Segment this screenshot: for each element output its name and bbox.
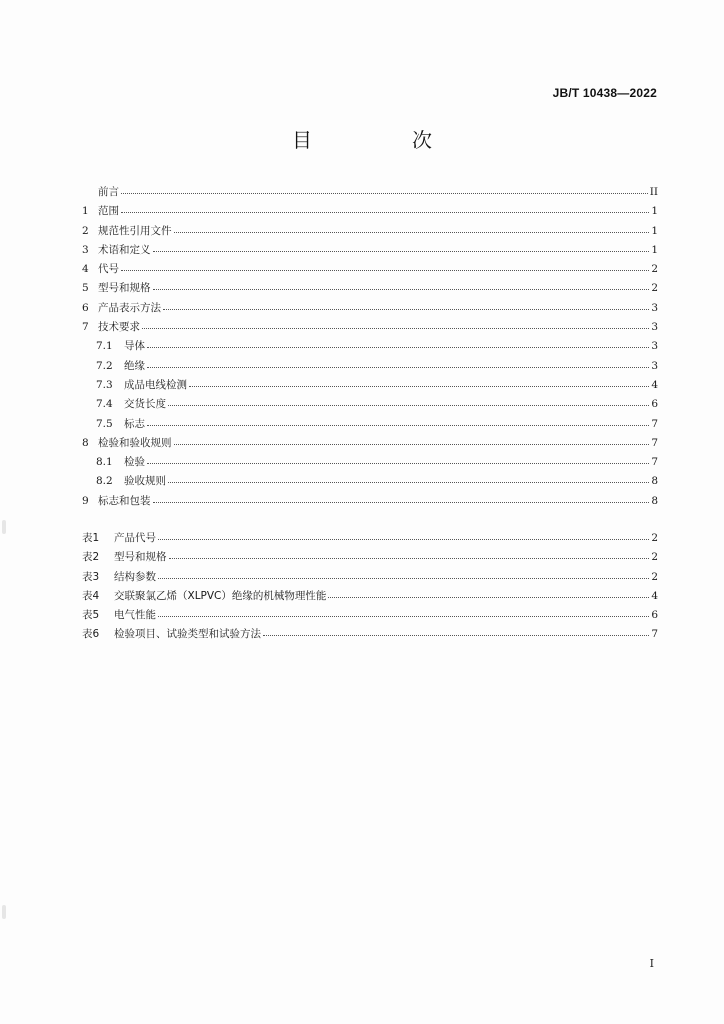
toc-entry[interactable] [82,568,658,587]
dot-leader [169,548,650,559]
entry-title: 导体 [124,340,145,353]
toc-entry[interactable] [82,548,658,567]
entry-title: 检验 [124,456,145,469]
entry-page-number: II [649,186,658,198]
dot-leader [147,337,649,348]
entry-title: 产品代号 [114,532,156,544]
entry-number: 表1 [82,532,100,544]
entry-page-number: 3 [651,340,658,353]
toc-entry[interactable] [82,318,658,337]
toc-entry[interactable] [82,472,658,491]
dot-leader [328,587,649,598]
dot-leader [158,529,649,540]
page-number: I [649,957,654,970]
entry-page-number: 2 [651,263,658,276]
entry-title: 检验和验收规则 [98,436,172,449]
entry-title: 成品电线检测 [124,378,187,391]
entry-number: 8.2 [96,475,113,488]
entry-number: 表4 [82,589,100,602]
entry-number: 9 [82,494,89,507]
toc-entry[interactable] [82,241,658,260]
entry-title: 电气性能 [114,609,156,622]
entry-number: 3 [82,243,89,256]
entry-title: 结构参数 [114,570,156,583]
entry-title: 标志 [124,417,145,430]
entry-page-number: 6 [651,398,658,411]
entry-page-number: 3 [651,301,658,314]
standard-code: JB/T 10438—2022 [552,86,657,100]
dot-leader [163,299,649,310]
toc-entry[interactable] [82,202,658,221]
toc-entry[interactable] [82,337,658,356]
dot-leader [121,260,649,271]
entry-number: 7 [82,321,89,334]
entry-title: 交联聚氯乙烯（XLPVC）绝缘的机械物理性能 [114,589,327,602]
entry-number: 5 [82,282,89,295]
entry-number: 4 [82,263,89,276]
entry-page-number: 1 [651,205,658,218]
dot-leader [142,318,649,329]
entry-number: 7.2 [96,359,113,372]
toc-entry[interactable] [82,357,658,376]
list-of-tables [82,529,658,645]
toc-entry[interactable] [82,222,658,241]
scan-artifact [2,520,6,534]
toc-entry[interactable] [82,299,658,318]
toc-entry[interactable] [82,492,658,511]
table-of-contents [82,183,658,511]
entry-number: 8.1 [96,456,113,469]
toc-entry[interactable] [82,183,658,202]
entry-title: 绝缘 [124,359,145,372]
entry-page-number: 7 [651,628,658,641]
dot-leader [153,279,650,290]
entry-page-number: 7 [651,436,658,449]
entry-title: 型号和规格 [98,282,151,295]
dot-leader [174,222,650,233]
toc-entry[interactable] [82,606,658,625]
entry-title: 前言 [98,186,119,198]
dot-leader [189,376,649,387]
entry-title: 型号和规格 [114,551,167,564]
entry-page-number: 7 [651,456,658,469]
dot-leader [147,453,649,464]
entry-page-number: 2 [651,551,658,564]
dot-leader [158,568,649,579]
toc-entry[interactable] [82,434,658,453]
entry-page-number: 2 [651,532,658,544]
dot-leader [263,625,649,636]
entry-title: 术语和定义 [98,243,151,256]
toc-entry[interactable] [82,625,658,644]
entry-number: 表6 [82,628,100,641]
entry-page-number: 3 [651,321,658,334]
entry-number: 8 [82,436,89,449]
dot-leader [147,415,649,426]
entry-page-number: 3 [651,359,658,372]
dot-leader [174,434,650,445]
entry-number: 7.5 [96,417,113,430]
entry-title: 检验项目、试验类型和试验方法 [114,628,261,641]
entry-page-number: 1 [651,224,658,237]
entry-title: 交货长度 [124,398,166,411]
entry-page-number: 6 [651,609,658,622]
dot-leader [121,202,649,213]
toc-entry[interactable] [82,529,658,548]
entry-title: 产品表示方法 [98,301,161,314]
entry-page-number: 8 [651,494,658,507]
entry-number: 表2 [82,551,100,564]
entry-number: 2 [82,224,89,237]
entry-page-number: 2 [651,282,658,295]
entry-page-number: 4 [651,378,658,391]
entry-page-number: 7 [651,417,658,430]
entry-title: 标志和包装 [98,494,151,507]
entry-title: 技术要求 [98,321,140,334]
scan-artifact [2,905,6,919]
entry-title: 规范性引用文件 [98,224,172,237]
entry-number: 表3 [82,570,100,583]
entry-number: 7.4 [96,398,113,411]
entry-number: 表5 [82,609,100,622]
dot-leader [158,606,649,617]
entry-number: 6 [82,301,89,314]
toc-entry[interactable] [82,376,658,395]
dot-leader [153,241,650,252]
entry-page-number: 4 [651,589,658,602]
entry-title: 验收规则 [124,475,166,488]
dot-leader [147,357,649,368]
toc-entry[interactable] [82,260,658,279]
toc-entry[interactable] [82,453,658,472]
entry-number: 7.1 [96,340,113,353]
entry-number: 1 [82,205,89,218]
page-title: 目 次 [292,128,472,152]
toc-entry[interactable] [82,415,658,434]
toc-entry[interactable] [82,395,658,414]
entry-page-number: 2 [651,570,658,583]
dot-leader [168,395,649,406]
toc-entry[interactable] [82,587,658,606]
dot-leader [121,183,648,194]
entry-page-number: 1 [651,243,658,256]
dot-leader [168,472,649,483]
entry-title: 代号 [98,263,119,276]
entry-title: 范围 [98,205,119,218]
entry-number: 7.3 [96,378,113,391]
toc-entry[interactable] [82,279,658,298]
dot-leader [153,492,650,503]
entry-page-number: 8 [651,475,658,488]
